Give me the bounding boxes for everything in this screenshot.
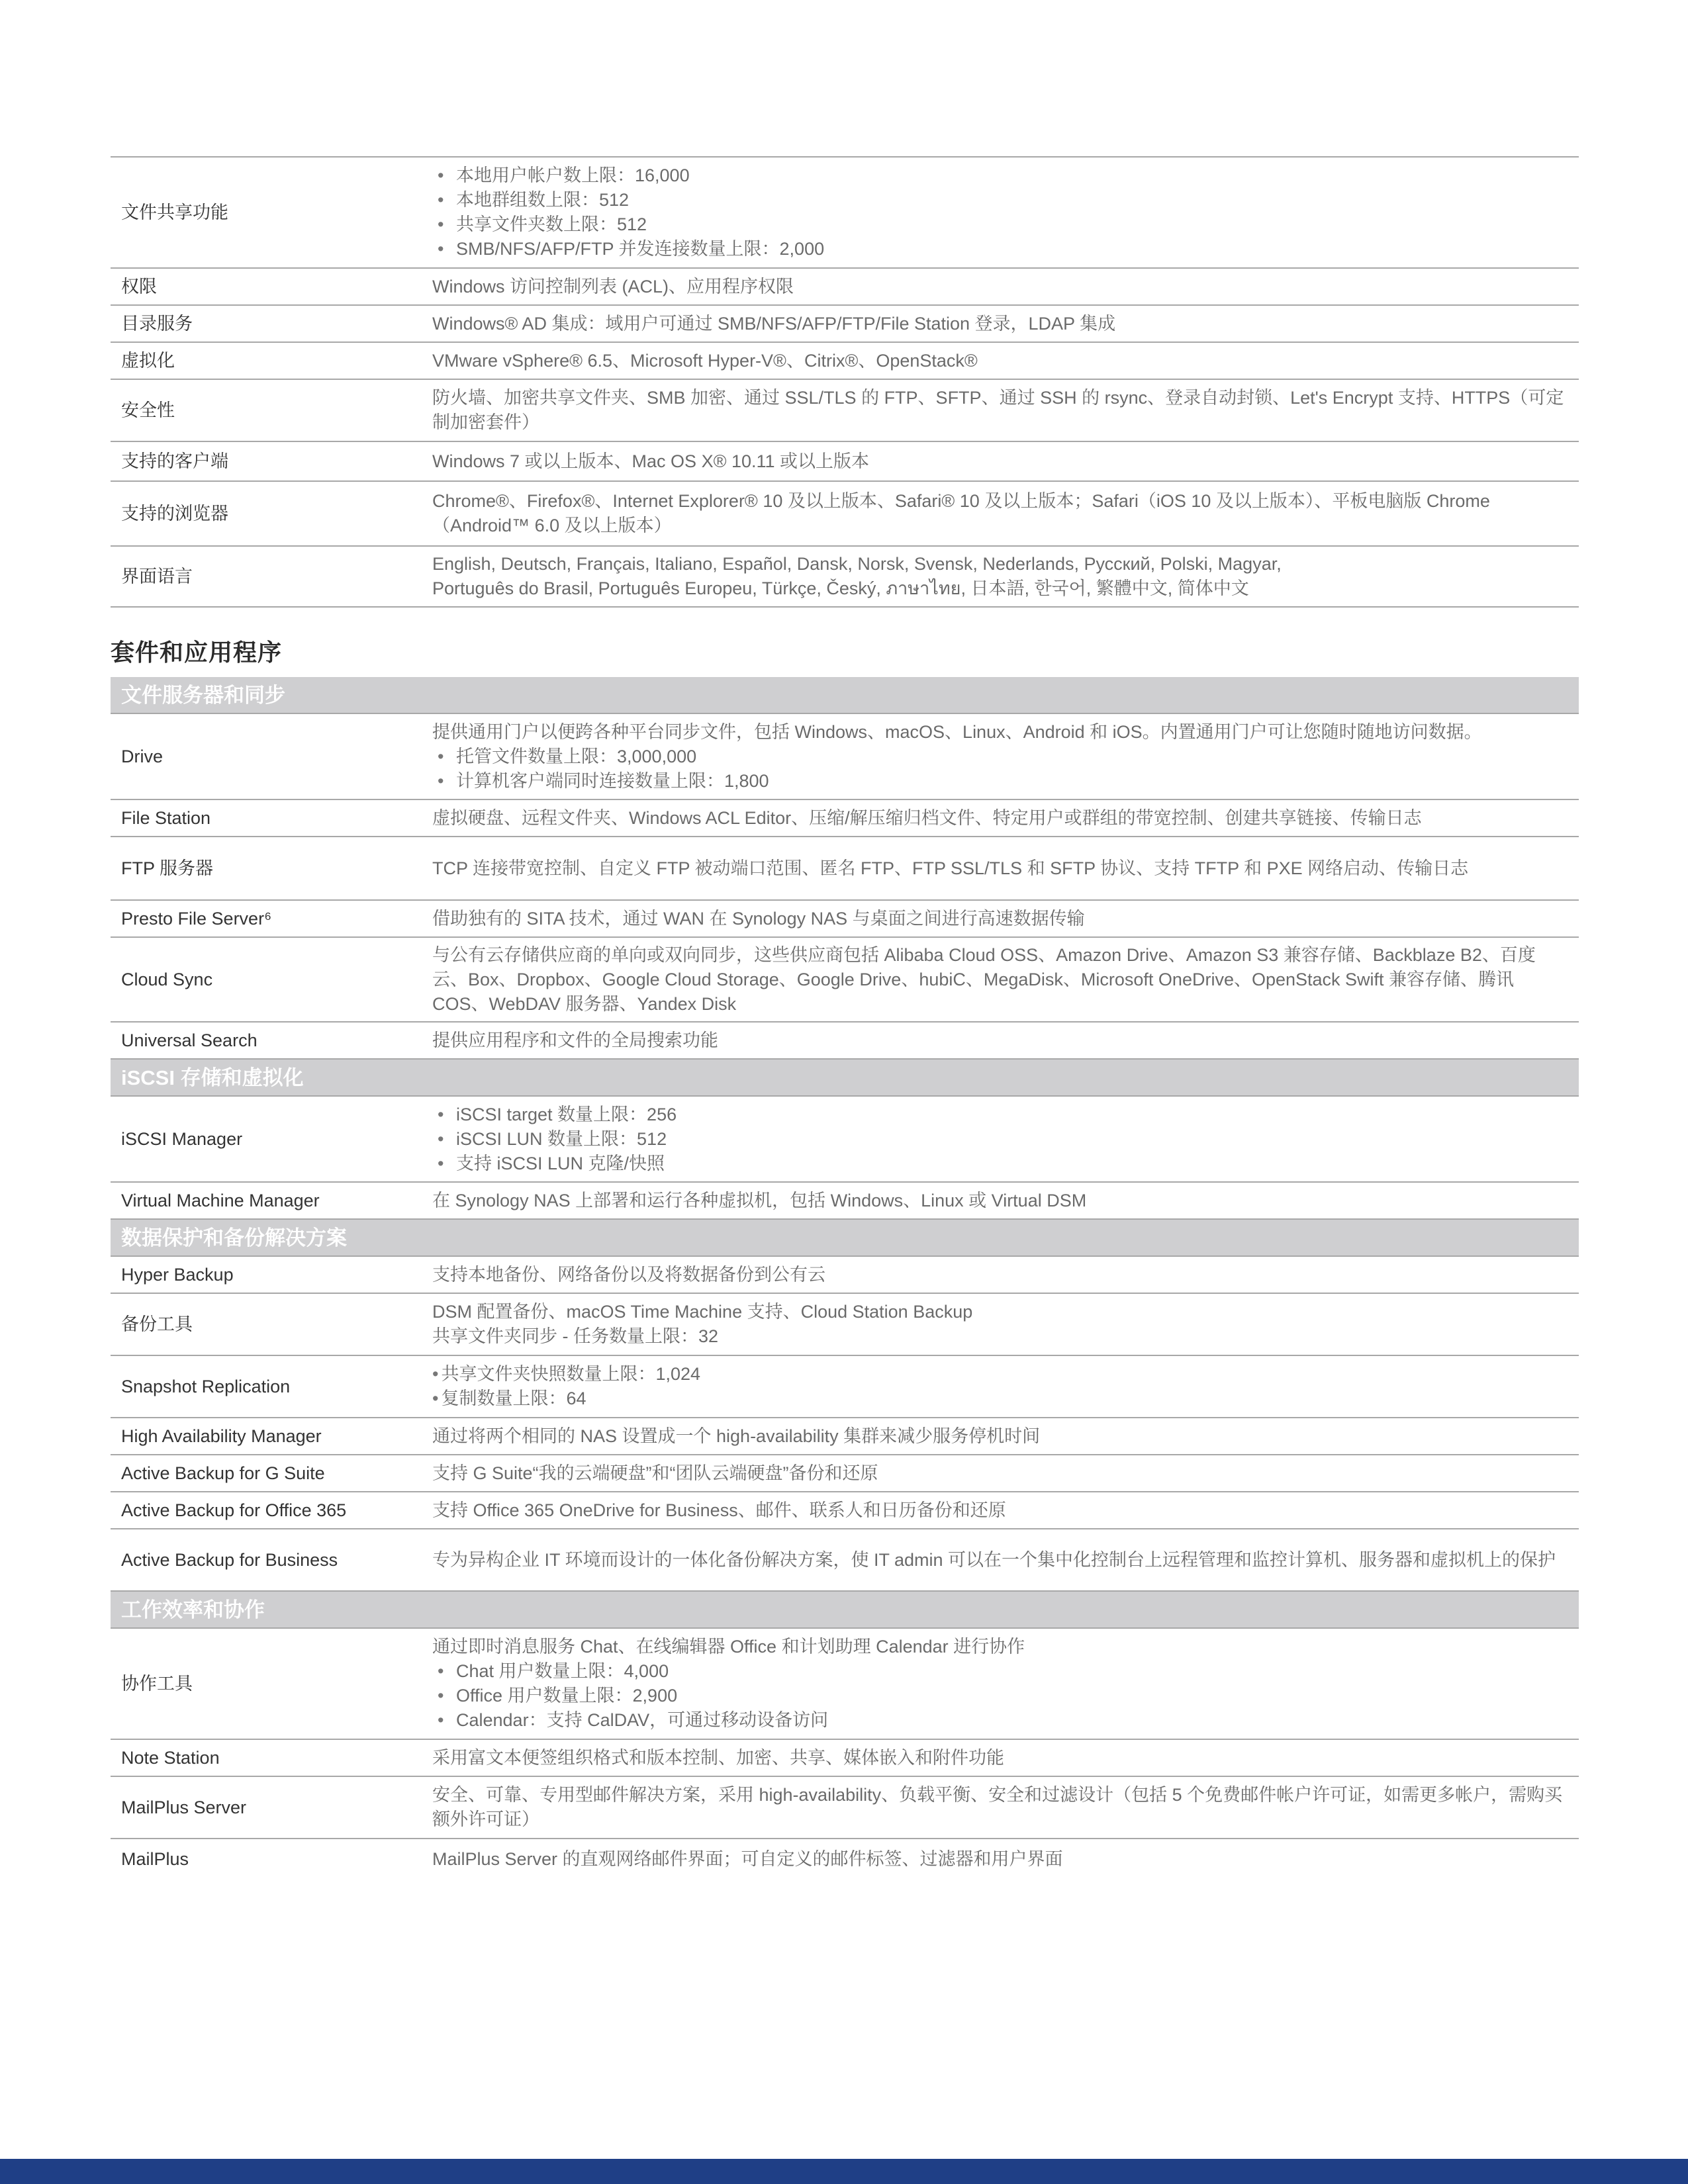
row-value: [432, 802, 1579, 835]
value-bullet: • SMB/NFS/AFP/FTP 并发连接数量上限：2,000: [432, 237, 1566, 261]
table-row: [111, 1740, 1579, 1777]
row-label: 协作工具: [121, 1674, 193, 1694]
table-row: [111, 1492, 1579, 1529]
row-label: File Station: [121, 808, 211, 828]
row-label: MailPlus Server: [121, 1797, 247, 1817]
value-line: 提供应用程序和文件的全局搜索功能: [432, 1030, 718, 1050]
value-line: Chrome®、Firefox®、Internet Explorer® 10 及以上版本、Safari® 10 及以上版本；Safari（iOS 10 及以上版本）、平板电脑版 Chrome（Android™ 6.0 及以上版本）: [432, 491, 1490, 535]
table-row: [111, 837, 1579, 901]
row-value: [432, 1631, 1579, 1737]
row-value: [432, 1843, 1579, 1876]
table-row: [111, 1183, 1579, 1220]
row-label: iSCSI Manager: [121, 1129, 243, 1149]
row-label: Virtual Machine Manager: [121, 1191, 320, 1210]
row-value: [432, 1779, 1579, 1836]
value-line: 在 Synology NAS 上部署和运行各种虚拟机，包括 Windows、Linux 或 Virtual DSM: [432, 1190, 1087, 1210]
table-row: [111, 380, 1579, 442]
row-value: [432, 1457, 1579, 1490]
table-row: [111, 158, 1579, 269]
row-value: [432, 1099, 1579, 1180]
row-value: [432, 308, 1579, 340]
value-line: VMware vSphere® 6.5、Microsoft Hyper-V®、Citrix®、OpenStack®: [432, 350, 978, 371]
table-row: [111, 442, 1579, 482]
row-value: [432, 852, 1579, 885]
value-bullet: • Office 用户数量上限：2,900: [432, 1684, 1566, 1708]
table-row: [111, 306, 1579, 343]
row-value: [432, 345, 1579, 377]
table-row: [111, 1455, 1579, 1492]
row-label: Cloud Sync: [121, 970, 213, 989]
row-label: Hyper Backup: [121, 1265, 234, 1285]
footer-bar: [0, 2159, 1688, 2184]
row-value: [432, 445, 1579, 478]
row-label: 虚拟化: [121, 351, 175, 371]
value-line: 通过即时消息服务 Chat、在线编辑器 Office 和计划助理 Calendar 进行协作: [432, 1637, 1025, 1657]
value-bullet: • 支持 iSCSI LUN 克隆/快照: [432, 1152, 1566, 1176]
value-line: 通过将两个相同的 NAS 设置成一个 high-availability 集群来减少服务停机时间: [432, 1426, 1041, 1446]
value-line: Windows® AD 集成：域用户可通过 SMB/NFS/AFP/FTP/File Station 登录，LDAP 集成: [432, 313, 1116, 334]
row-value: [432, 903, 1579, 935]
row-value: [432, 271, 1579, 303]
table-row: [111, 343, 1579, 380]
row-value: [432, 159, 1579, 265]
value-line: 共享文件夹同步 - 任务数量上限：32: [432, 1326, 719, 1346]
row-label: Drive: [121, 747, 164, 766]
value-line: DSM 配置备份、macOS Time Machine 支持、Cloud Station Backup: [432, 1302, 973, 1322]
value-bullet: • 本地用户帐户数上限：16,000: [432, 163, 1566, 188]
table-row: [111, 1294, 1579, 1356]
row-value: [432, 382, 1579, 439]
row-label: 支持的客户端: [121, 451, 228, 471]
value-bullet: • Calendar：支持 CalDAV，可通过移动设备访问: [432, 1708, 1566, 1733]
row-label: Active Backup for Business: [121, 1550, 338, 1570]
table-row: [111, 482, 1579, 547]
table-row: [111, 1023, 1579, 1060]
table-row: [111, 1777, 1579, 1839]
row-value: [432, 1420, 1579, 1453]
value-bullet: • 计算机客户端同时连接数量上限：1,800: [432, 769, 1566, 794]
app-groups: [111, 677, 1579, 1879]
row-value: [432, 939, 1579, 1021]
value-line: 与公有云存储供应商的单向或双向同步，这些供应商包括 Alibaba Cloud OSS、Amazon Drive、Amazon S3 兼容存储、Backblaze B2、百度云、Box、Dropbox、Google Cloud Storage、Google Drive、hubiC、MegaDisk、Microsoft OneDrive、OpenStack Swift 兼容存储、腾讯 COS、WebDAV 服务器、Yandex Disk: [432, 944, 1536, 1014]
value-line: 防火墙、加密共享文件夹、SMB 加密、通过 SSL/TLS 的 FTP、SFTP、通过 SSH 的 rsync、登录自动封锁、Let's Encrypt 支持、HTTPS（可定制加密套件）: [432, 388, 1564, 432]
section-title: 套件和应用程序: [111, 639, 283, 666]
table-row: [111, 1356, 1579, 1418]
group-header: 工作效率和协作: [111, 1592, 1579, 1629]
row-value: [432, 1544, 1579, 1576]
row-label: 文件共享功能: [121, 203, 228, 222]
row-value: [432, 485, 1579, 542]
value-line: 支持 G Suite“我的云端硬盘”和“团队云端硬盘”备份和还原: [432, 1463, 878, 1483]
group-header: 数据保护和备份解决方案: [111, 1220, 1579, 1257]
group-header: 文件服务器和同步: [111, 677, 1579, 714]
row-value: [432, 1494, 1579, 1527]
value-line: Português do Brasil, Português Europeu, Türkçe, Český, ภาษาไทย, 日本語, 한국어, 繁體中文, 简体中文: [432, 578, 1249, 598]
row-label: Snapshot Replication: [121, 1377, 291, 1396]
table-row: [111, 714, 1579, 800]
row-value: [432, 1024, 1579, 1057]
row-label: Active Backup for Office 365: [121, 1500, 347, 1520]
value-bullet: • Chat 用户数量上限：4,000: [432, 1659, 1566, 1684]
value-line: 支持本地备份、网络备份以及将数据备份到公有云: [432, 1264, 825, 1285]
table-row: [111, 800, 1579, 837]
row-value: [432, 1742, 1579, 1774]
row-label: Active Backup for G Suite: [121, 1463, 325, 1483]
table-row: [111, 269, 1579, 306]
value-line: TCP 连接带宽控制、自定义 FTP 被动端口范围、匿名 FTP、FTP SSL/TLS 和 SFTP 协议、支持 TFTP 和 PXE 网络启动、传输日志: [432, 858, 1469, 878]
table-row: [111, 1839, 1579, 1879]
row-label: Note Station: [121, 1748, 220, 1768]
value-line: 提供通用门户以便跨各种平台同步文件，包括 Windows、macOS、Linux、Android 和 iOS。内置通用门户可让您随时随地访问数据。: [432, 721, 1482, 742]
value-bullet: • iSCSI LUN 数量上限：512: [432, 1127, 1566, 1152]
row-label: FTP 服务器: [121, 858, 214, 878]
value-bullet: • 托管文件数量上限：3,000,000: [432, 745, 1566, 769]
row-value: [432, 1358, 1579, 1415]
table-row: [111, 1529, 1579, 1592]
value-bullet: • 共享文件夹快照数量上限：1,024: [432, 1362, 1566, 1387]
value-line: 采用富文本便签组织格式和版本控制、加密、共享、媒体嵌入和附件功能: [432, 1747, 1004, 1768]
value-bullet: • 共享文件夹数上限：512: [432, 212, 1566, 237]
spec-table: [111, 158, 1579, 608]
row-label: 支持的浏览器: [121, 504, 228, 523]
row-label: 安全性: [121, 400, 175, 420]
row-label: 目录服务: [121, 314, 193, 334]
value-line: MailPlus Server 的直观网络邮件界面；可自定义的邮件标签、过滤器和用户界面: [432, 1848, 1063, 1869]
table-row: [111, 1629, 1579, 1740]
table-row: [111, 1097, 1579, 1183]
table-row: [111, 1257, 1579, 1294]
table-row: [111, 938, 1579, 1023]
row-label: 界面语言: [121, 567, 193, 586]
row-label: 备份工具: [121, 1314, 193, 1334]
table-row: [111, 1418, 1579, 1455]
table-row: [111, 547, 1579, 608]
value-bullet: • 复制数量上限：64: [432, 1387, 1566, 1411]
value-bullet: • iSCSI target 数量上限：256: [432, 1103, 1566, 1127]
value-line: Windows 访问控制列表 (ACL)、应用程序权限: [432, 276, 794, 296]
row-label: 权限: [121, 277, 157, 296]
row-value: [432, 1259, 1579, 1291]
spec-document: [111, 156, 1579, 1879]
table-row: [111, 901, 1579, 938]
row-value: [432, 716, 1579, 797]
value-line: 虚拟硬盘、远程文件夹、Windows ACL Editor、压缩/解压缩归档文件、特定用户或群组的带宽控制、创建共享链接、传输日志: [432, 807, 1422, 828]
row-label: Presto File Server⁶: [121, 909, 272, 929]
value-line: English, Deutsch, Français, Italiano, Español, Dansk, Norsk, Svensk, Nederlands, Русский, Polski, Magyar,: [432, 554, 1282, 574]
value-line: Windows 7 或以上版本、Mac OS X® 10.11 或以上版本: [432, 451, 870, 471]
value-line: 借助独有的 SITA 技术，通过 WAN 在 Synology NAS 与桌面之间进行高速数据传输: [432, 908, 1085, 929]
row-value: [432, 1296, 1579, 1353]
row-label: MailPlus: [121, 1849, 189, 1869]
row-label: High Availability Manager: [121, 1426, 322, 1446]
value-bullet: • 本地群组数上限：512: [432, 188, 1566, 212]
row-label: Universal Search: [121, 1030, 258, 1050]
value-line: 安全、可靠、专用型邮件解决方案，采用 high-availability、负载平衡、安全和过滤设计（包括 5 个免费邮件帐户许可证，如需更多帐户，需购买额外许可证）: [432, 1785, 1563, 1829]
row-value: [432, 1185, 1579, 1217]
value-line: 支持 Office 365 OneDrive for Business、邮件、联系人和日历备份和还原: [432, 1500, 1006, 1520]
group-header: iSCSI 存储和虚拟化: [111, 1060, 1579, 1097]
value-line: 专为异构企业 IT 环境而设计的一体化备份解决方案，使 IT admin 可以在一个集中化控制台上远程管理和监控计算机、服务器和虚拟机上的保护: [432, 1549, 1556, 1570]
row-value: [432, 548, 1579, 605]
